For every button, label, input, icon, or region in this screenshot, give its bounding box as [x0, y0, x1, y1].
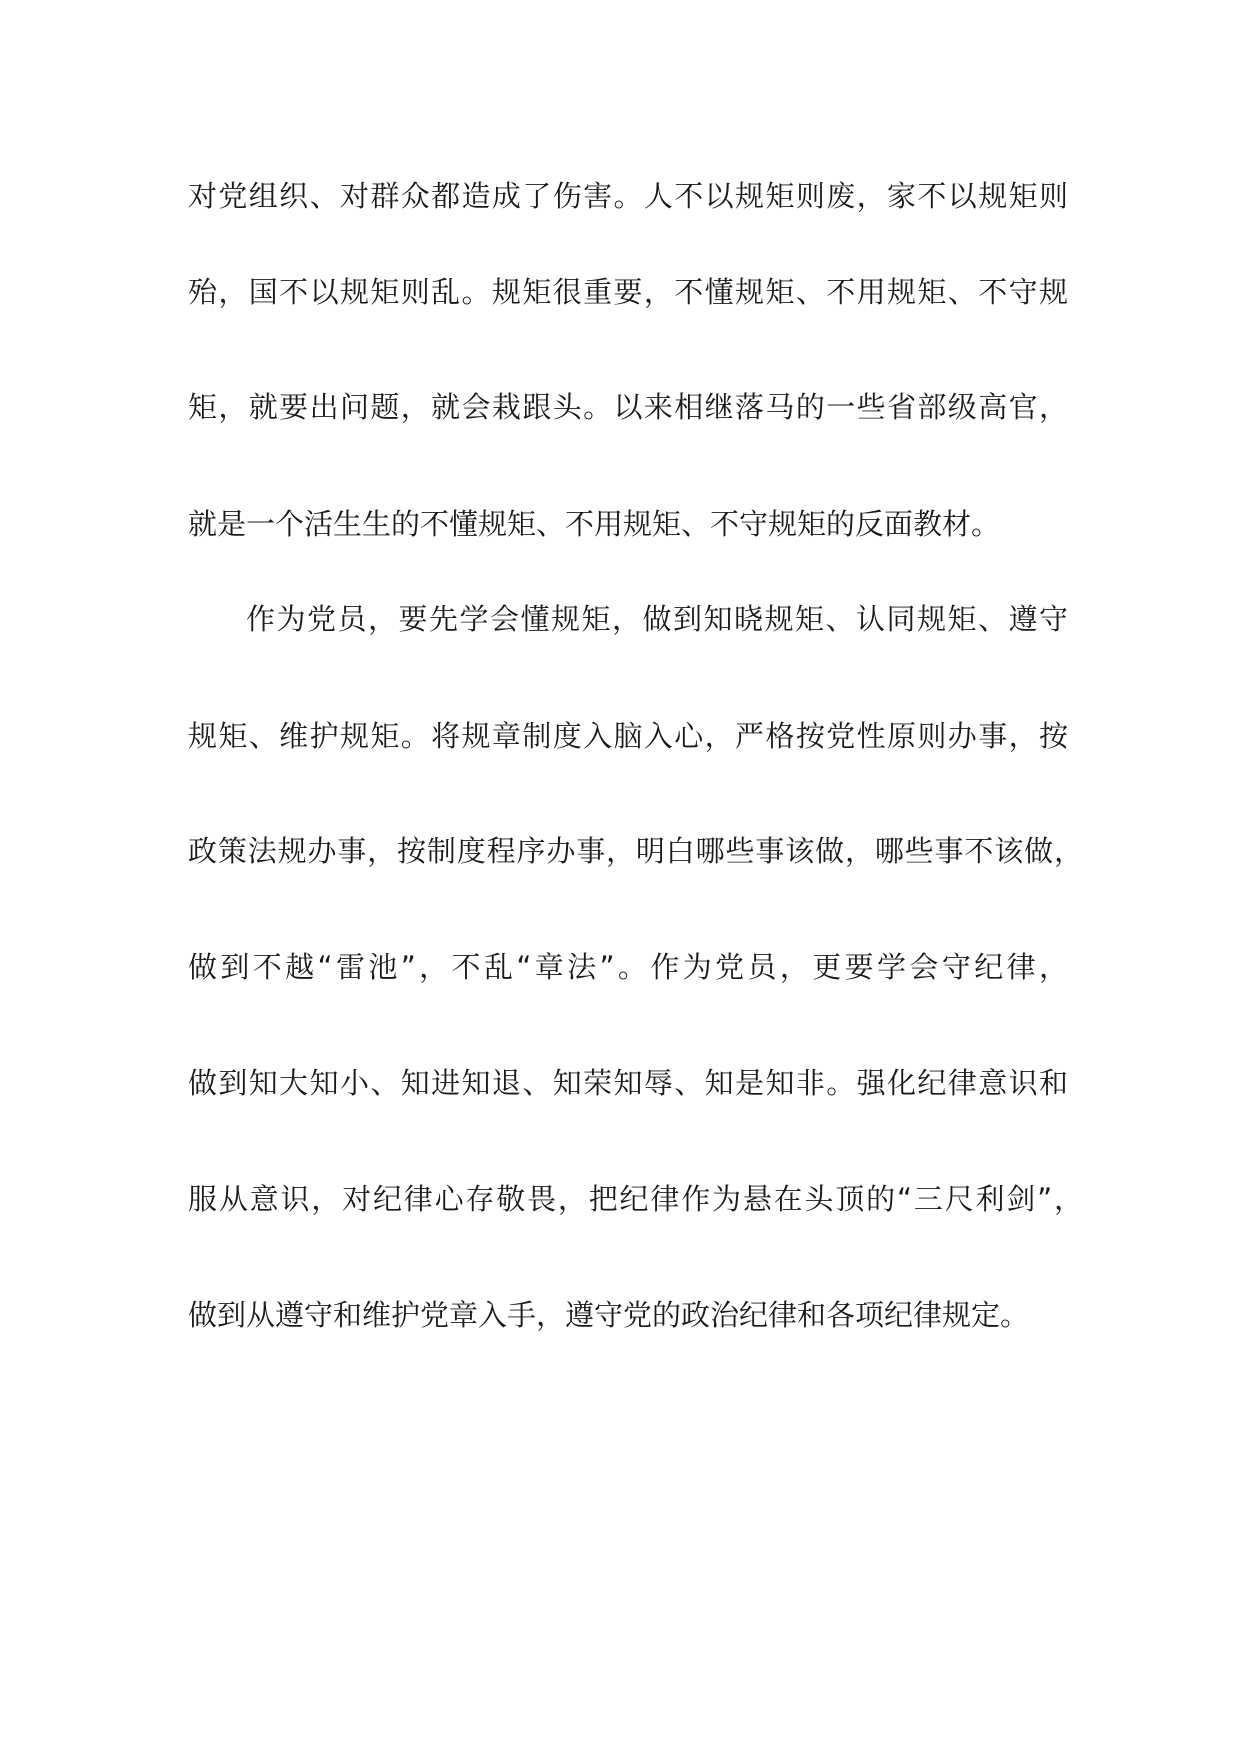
text-line: 殆，国不以规矩则乱。规矩很重要，不懂规矩、不用规矩、不守规 [188, 275, 1068, 309]
text-line: 做到从遵守和维护党章入手，遵守党的政治纪律和各项纪律规定。 [188, 1298, 1030, 1332]
text-line: 矩，就要出问题，就会栽跟头。以来相继落马的一些省部级高官， [188, 390, 1068, 424]
text-line: 服从意识，对纪律心存敬畏，把纪律作为悬在头顶的“三尺利剑”， [188, 1182, 1083, 1216]
text-line: 政策法规办事，按制度程序办事，明白哪些事该做，哪些事不该做， [188, 834, 1083, 868]
text-line: 做到不越“雷池”，不乱“章法”。作为党员，更要学会守纪律， [188, 950, 1068, 984]
text-line: 对党组织、对群众都造成了伤害。人不以规矩则废，家不以规矩则 [188, 179, 1068, 213]
paragraph-first-line: 作为党员，要先学会懂规矩，做到知晓规矩、认同规矩、遵守 [246, 602, 1068, 636]
text-line: 做到知大知小、知进知退、知荣知辱、知是知非。强化纪律意识和 [188, 1066, 1068, 1100]
text-line: 就是一个活生生的不懂规矩、不用规矩、不守规矩的反面教材。 [188, 507, 1001, 541]
text-line: 规矩、维护规矩。将规章制度入脑入心，严格按党性原则办事，按 [188, 719, 1068, 753]
